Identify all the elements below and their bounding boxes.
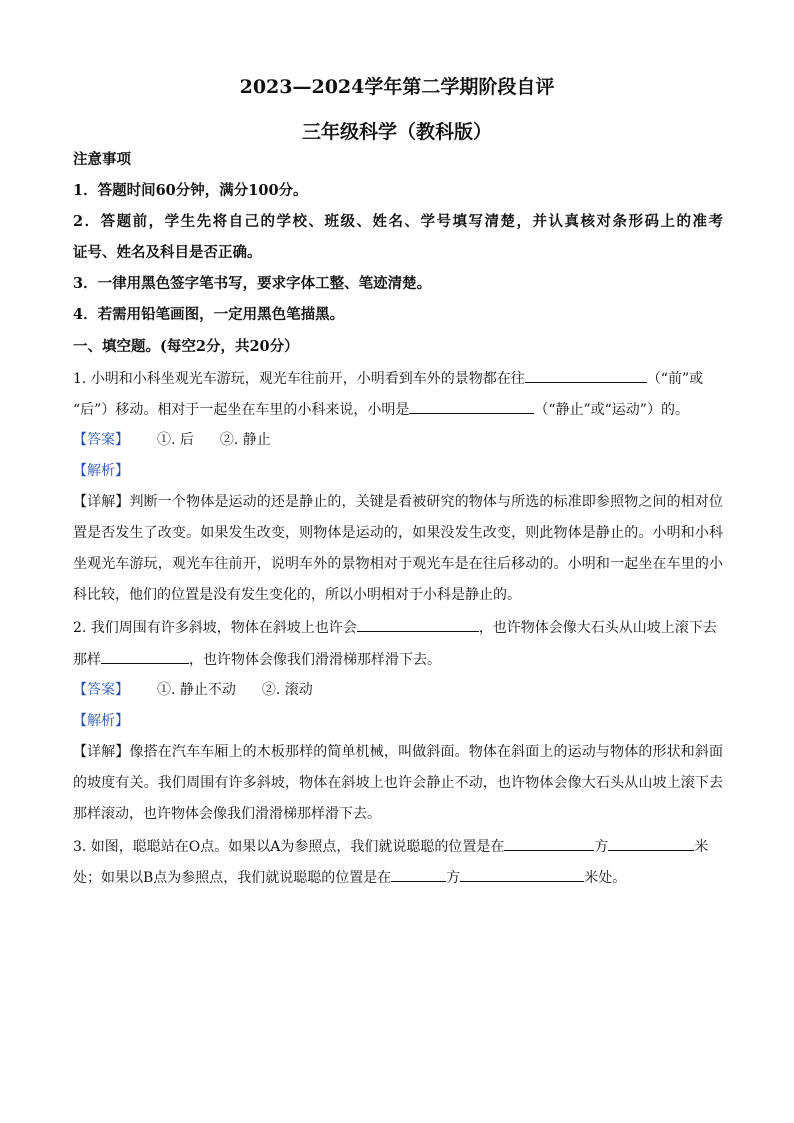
q3-text-f: 米处。: [584, 870, 627, 886]
q1-answer-1: ①. 后: [157, 432, 194, 448]
q3-text-d: 处；如果以B点为参照点，我们就说聪聪的位置是在: [73, 870, 392, 886]
q2-answer-1: ①. 静止不动: [157, 682, 236, 698]
q2-text-a: 2. 我们周围有许多斜坡，物体在斜坡上也许会: [73, 620, 357, 636]
q1-line-1: [73, 368, 723, 389]
q2-answer: [73, 680, 723, 700]
q1-blank-2[interactable]: [409, 399, 534, 414]
q3-blank-1[interactable]: [504, 836, 594, 851]
q2-line-1: [73, 617, 723, 638]
notes-heading: 注意事项: [73, 151, 131, 168]
q1-detail-3: 坐观光车游玩，观光车往前开，说明车外的景物相对于观光车是在往后移动的。小明和一起坐在车里的小: [73, 556, 723, 572]
note-item-4: 4．若需用铅笔画图，一定用黑色笔描黑。: [73, 306, 345, 323]
q2-blank-2[interactable]: [101, 649, 189, 664]
q3-blank-3[interactable]: [391, 867, 446, 882]
page-title: 2023—2024学年第二学期阶段自评: [239, 76, 555, 98]
q2-detail-3: 那样滚动，也许物体会像我们滑滑梯那样滑下去。: [73, 806, 381, 822]
q3-line-1: [73, 836, 723, 857]
q2-detail-1: 【详解】像搭在汽车车厢上的木板那样的简单机械，叫做斜面。物体在斜面上的运动与物体的形状和斜面: [73, 744, 723, 760]
q2-answer-2: ②. 滚动: [261, 682, 313, 698]
q1-detail-4: 科比较，他们的位置是没有发生变化的，所以小明相对于小科是静止的。: [73, 587, 521, 603]
q2-text-b: ，也许物体会像大石头从山坡上滚下去: [478, 620, 717, 636]
q2-line-2: [73, 649, 723, 670]
q3-line-2: [73, 867, 723, 888]
q2-blank-1[interactable]: [357, 617, 479, 632]
q1-detail-1: 【详解】判断一个物体是运动的还是静止的，关键是看被研究的物体与所选的标准即参照物之间的相对位: [73, 494, 723, 510]
section-heading: 一、填空题。(每空2分，共20分）: [73, 338, 299, 355]
q1-text-d: （“静止”或“运动”）的。: [534, 402, 689, 418]
q3-text-b: 方: [594, 839, 609, 855]
q1-text-b: （“前”或: [646, 371, 704, 387]
q1-answer-2: ②. 静止: [219, 432, 271, 448]
q1-line-2: [73, 399, 723, 420]
q1-text-a: 1. 小明和小科坐观光车游玩，观光车往前开，小明看到车外的景物都在往: [73, 371, 525, 387]
q1-blank-1[interactable]: [525, 368, 647, 383]
q3-text-a: 3. 如图，聪聪站在O点。如果以A为参照点，我们就说聪聪的位置是在: [73, 839, 505, 855]
q1-text-c: “后”）移动。相对于一起坐在车里的小科来说，小明是: [73, 402, 410, 418]
note-item-3: 3．一律用黑色签字笔书写，要求字体工整、笔迹清楚。: [73, 275, 432, 292]
q2-analysis-tag: 【解析】: [73, 713, 129, 729]
q3-text-c: 米: [694, 839, 709, 855]
q1-detail-2: 置是否发生了改变。如果发生改变，则物体是运动的，如果没发生改变，则此物体是静止的。小明和小科: [73, 525, 723, 541]
q1-analysis-tag: 【解析】: [73, 463, 129, 479]
q2-detail-2: 的坡度有关。我们周围有许多斜坡，物体在斜坡上也许会静止不动，也许物体会像大石头从山坡上滚下去: [73, 775, 723, 791]
q1-answer: [73, 430, 723, 450]
note-item-1: 1．答题时间60分钟，满分100分。: [73, 182, 308, 199]
q2-text-d: ，也许物体会像我们滑滑梯那样滑下去。: [189, 652, 441, 668]
page-subtitle: 三年级科学（教科版）: [301, 121, 492, 143]
answer-tag: 【答案】: [73, 682, 129, 698]
q3-text-e: 方: [446, 870, 461, 886]
q2-text-c: 那样: [73, 652, 101, 668]
q3-blank-4[interactable]: [460, 867, 584, 882]
note-item-2: 2．答题前，学生先将自己的学校、班级、姓名、学号填写清楚，并认真核对条形码上的准考: [73, 213, 723, 230]
note-item-2-cont: 证号、姓名及科目是否正确。: [73, 244, 262, 261]
q3-blank-2[interactable]: [608, 836, 694, 851]
answer-tag: 【答案】: [73, 432, 129, 448]
